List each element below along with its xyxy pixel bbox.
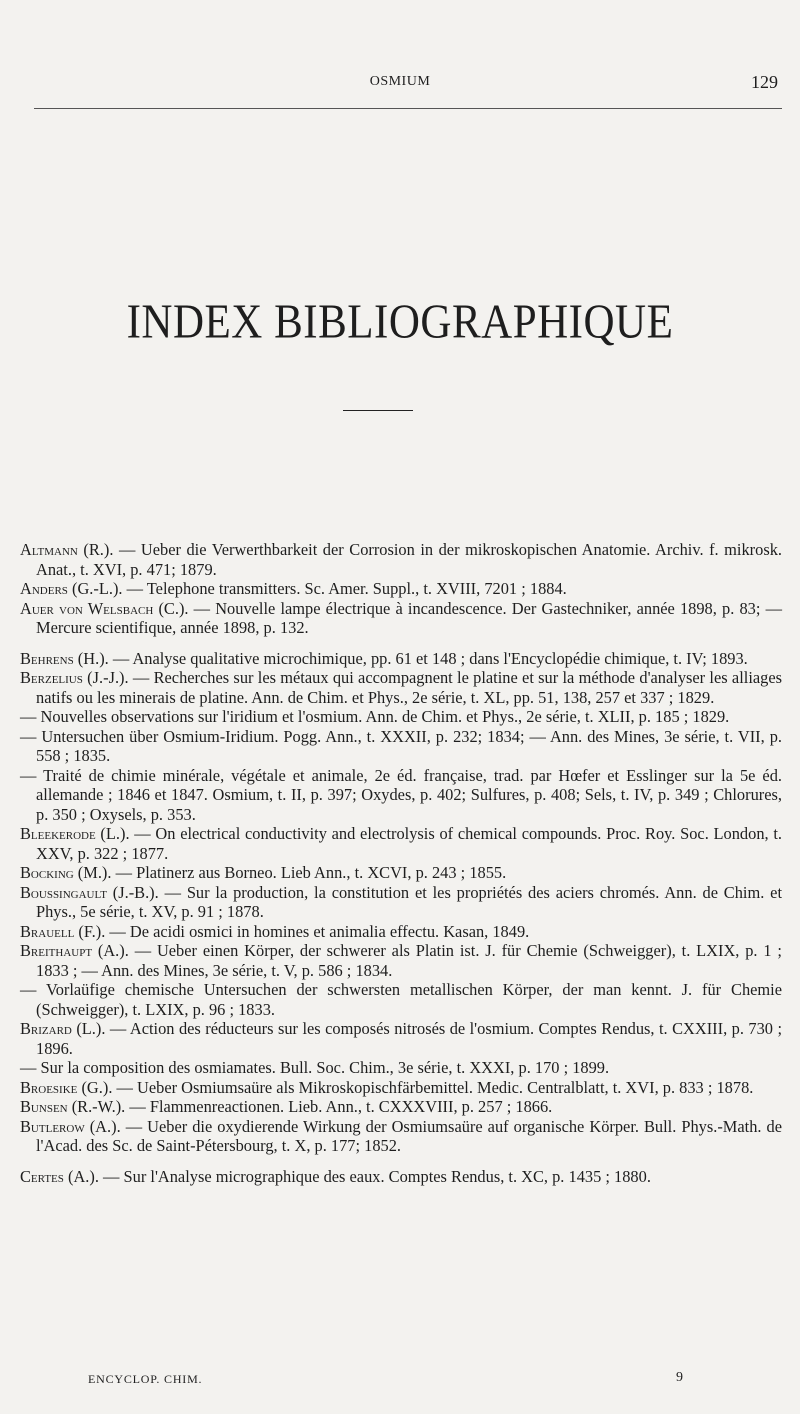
- bibliography-entry: [20, 649, 782, 669]
- bibliography-entry: [20, 1058, 782, 1078]
- entry-author: Brizard (L.).: [20, 1019, 106, 1038]
- entry-text: — Flammenreactionen. Lieb. Ann., t. CXXXVIII, p. 257 ; 1866.: [125, 1097, 553, 1116]
- entry-author: Auer von Welsbach (C.).: [20, 598, 189, 618]
- bibliography-entry: [20, 1097, 782, 1117]
- entry-author: Broesike (G.).: [20, 1077, 113, 1097]
- entry-text: — Platinerz aus Borneo. Lieb Ann., t. XCVI, p. 243 ; 1855.: [111, 863, 507, 882]
- bibliography-entry: [20, 668, 782, 707]
- bibliography-entry: [20, 599, 782, 638]
- bibliography-entry: [20, 824, 782, 863]
- header-rule: [34, 108, 782, 109]
- entry-author: Bunsen (R.-W.).: [20, 1097, 126, 1116]
- bibliography-entry: [20, 922, 782, 942]
- running-title: OSMIUM: [369, 74, 431, 89]
- bibliography-entry: [20, 766, 782, 825]
- entry-author: Certes (A.).: [20, 1166, 99, 1186]
- entry-text: — De acidi osmici in homines et animalia effectu. Kasan, 1849.: [105, 921, 530, 941]
- bibliography-entry: [20, 579, 782, 599]
- bibliography-list: [20, 540, 782, 1186]
- entry-text: — Ueber die oxydierende Wirkung der Osmiumsaüre auf organische Körper. Bull. Phys.-Math. de l'Acad. des Sc. de Saint-Pétersbourg, t. X, p. 177; 1852.: [36, 1116, 782, 1155]
- page-footer: [0, 1372, 800, 1392]
- entry-text: — Recherches sur les métaux qui accompagnent le platine et sur la méthode d'analyser les alliages natifs ou les minerais de platine. Ann. de Chim. et Phys., 2e série, t. XL, pp. 51, 138, 257 et 337 ; 1829.: [36, 668, 782, 707]
- entry-author: Behrens (H.).: [20, 648, 109, 668]
- entry-text: — Analyse qualitative microchimique, pp. 61 et 148 ; dans l'Encyclopédie chimique, t. IV; 1893.: [108, 648, 748, 668]
- entry-author: Bleekerode (L.).: [20, 824, 130, 843]
- page-header: [0, 74, 800, 98]
- bibliography-entry: [20, 727, 782, 766]
- bibliography-entry: [20, 540, 782, 579]
- bibliography-entry: [20, 863, 782, 883]
- bibliography-entry: [20, 1019, 782, 1058]
- entry-text: — On electrical conductivity and electrolysis of chemical compounds. Proc. Roy. Soc. London, t. XXV, p. 322 ; 1877.: [36, 824, 783, 863]
- entry-text: — Action des réducteurs sur les composés nitrosés de l'osmium. Comptes Rendus, t. CXXIII, p. 730 ; 1896.: [36, 1019, 782, 1058]
- entry-text: — Untersuchen über Osmium-Iridium. Pogg. Ann., t. XXXII, p. 232; 1834; — Ann. des Mines, 3e série, t. VII, p. 558 ; 1835.: [20, 726, 782, 765]
- entry-author: Butlerow (A.).: [20, 1116, 121, 1136]
- entry-text: — Nouvelles observations sur l'iridium et l'osmium. Ann. de Chim. et Phys., 2e série, t. XLII, p. 185 ; 1829.: [20, 707, 730, 726]
- entry-text: — Ueber einen Körper, der schwerer als Platin ist. J. für Chemie (Schweigger), t. LXIX, p. 1 ; 1833 ; — Ann. des Mines, 3e série, t. V, p. 586 ; 1834.: [36, 941, 782, 980]
- entry-text: — Telephone transmitters. Sc. Amer. Suppl., t. XVIII, 7201 ; 1884.: [122, 579, 567, 598]
- footer-sheet-number: 9: [676, 1370, 683, 1385]
- entry-text: — Nouvelle lampe électrique à incandescence. Der Gastechniker, année 1898, p. 83; — Mercure scientifique, année 1898, p. 132.: [36, 598, 782, 637]
- bibliography-entry: [20, 1117, 782, 1156]
- entry-text: — Vorlaüfige chemische Untersuchen der schwersten metallischen Körper, der man kennt. J. für Chemie (Schweigger), t. LXIX, p. 96 ; 1833.: [20, 980, 782, 1019]
- bibliography-entry: [20, 1078, 782, 1098]
- entry-author: Breithaupt (A.).: [20, 941, 129, 960]
- entry-author: Anders (G.-L.).: [20, 579, 123, 598]
- entry-author: Boussingault (J.-B.).: [20, 882, 159, 902]
- bibliography-entry: [20, 980, 782, 1019]
- bibliography-entry: [20, 1167, 782, 1187]
- bibliography-entry: [20, 941, 782, 980]
- title-rule: [343, 410, 413, 411]
- bibliography-entry: [20, 707, 782, 727]
- page-number: 129: [751, 72, 778, 92]
- entry-text: — Sur l'Analyse micrographique des eaux. Comptes Rendus, t. XC, p. 1435 ; 1880.: [98, 1166, 651, 1186]
- entry-author: Berzelius (J.-J.).: [20, 668, 129, 687]
- entry-text: — Sur la composition des osmiamates. Bull. Soc. Chim., 3e série, t. XXXI, p. 170 ; 1899.: [20, 1058, 610, 1077]
- entry-text: — Traité de chimie minérale, végétale et animale, 2e éd. française, trad. par Hœfer et Esslinger sur la 5e éd. allemande ; 1846 et 1847. Osmium, t. II, p. 397; Oxydes, p. 402; Sulfures, p. 408; Sels, t. IV, p. 349 ; Chlorures, p. 350 ; Oxysels, p. 353.: [20, 765, 782, 824]
- entry-text: — Ueber die Verwerthbarkeit der Corrosion in der mikroskopischen Anatomie. Archiv. f. mikrosk. Anat., t. XVI, p. 471; 1879.: [36, 540, 782, 579]
- entry-text: — Sur la production, la constitution et les propriétés des aciers chromés. Ann. de Chim. et Phys., 5e série, t. XV, p. 91 ; 1878.: [36, 882, 783, 921]
- footer-signature: ENCYCLOP. CHIM.: [88, 1372, 203, 1386]
- bibliography-entry: [20, 883, 782, 922]
- entry-author: Brauell (F.).: [20, 921, 106, 941]
- page-title: INDEX BIBLIOGRAPHIQUE: [126, 296, 674, 349]
- entry-author: Altmann (R.).: [20, 540, 114, 559]
- entry-author: Bocking (M.).: [20, 863, 112, 882]
- entry-text: — Ueber Osmiumsaüre als Mikroskopischfärbemittel. Medic. Centralblatt, t. XVI, p. 833 ; 1878.: [112, 1077, 754, 1097]
